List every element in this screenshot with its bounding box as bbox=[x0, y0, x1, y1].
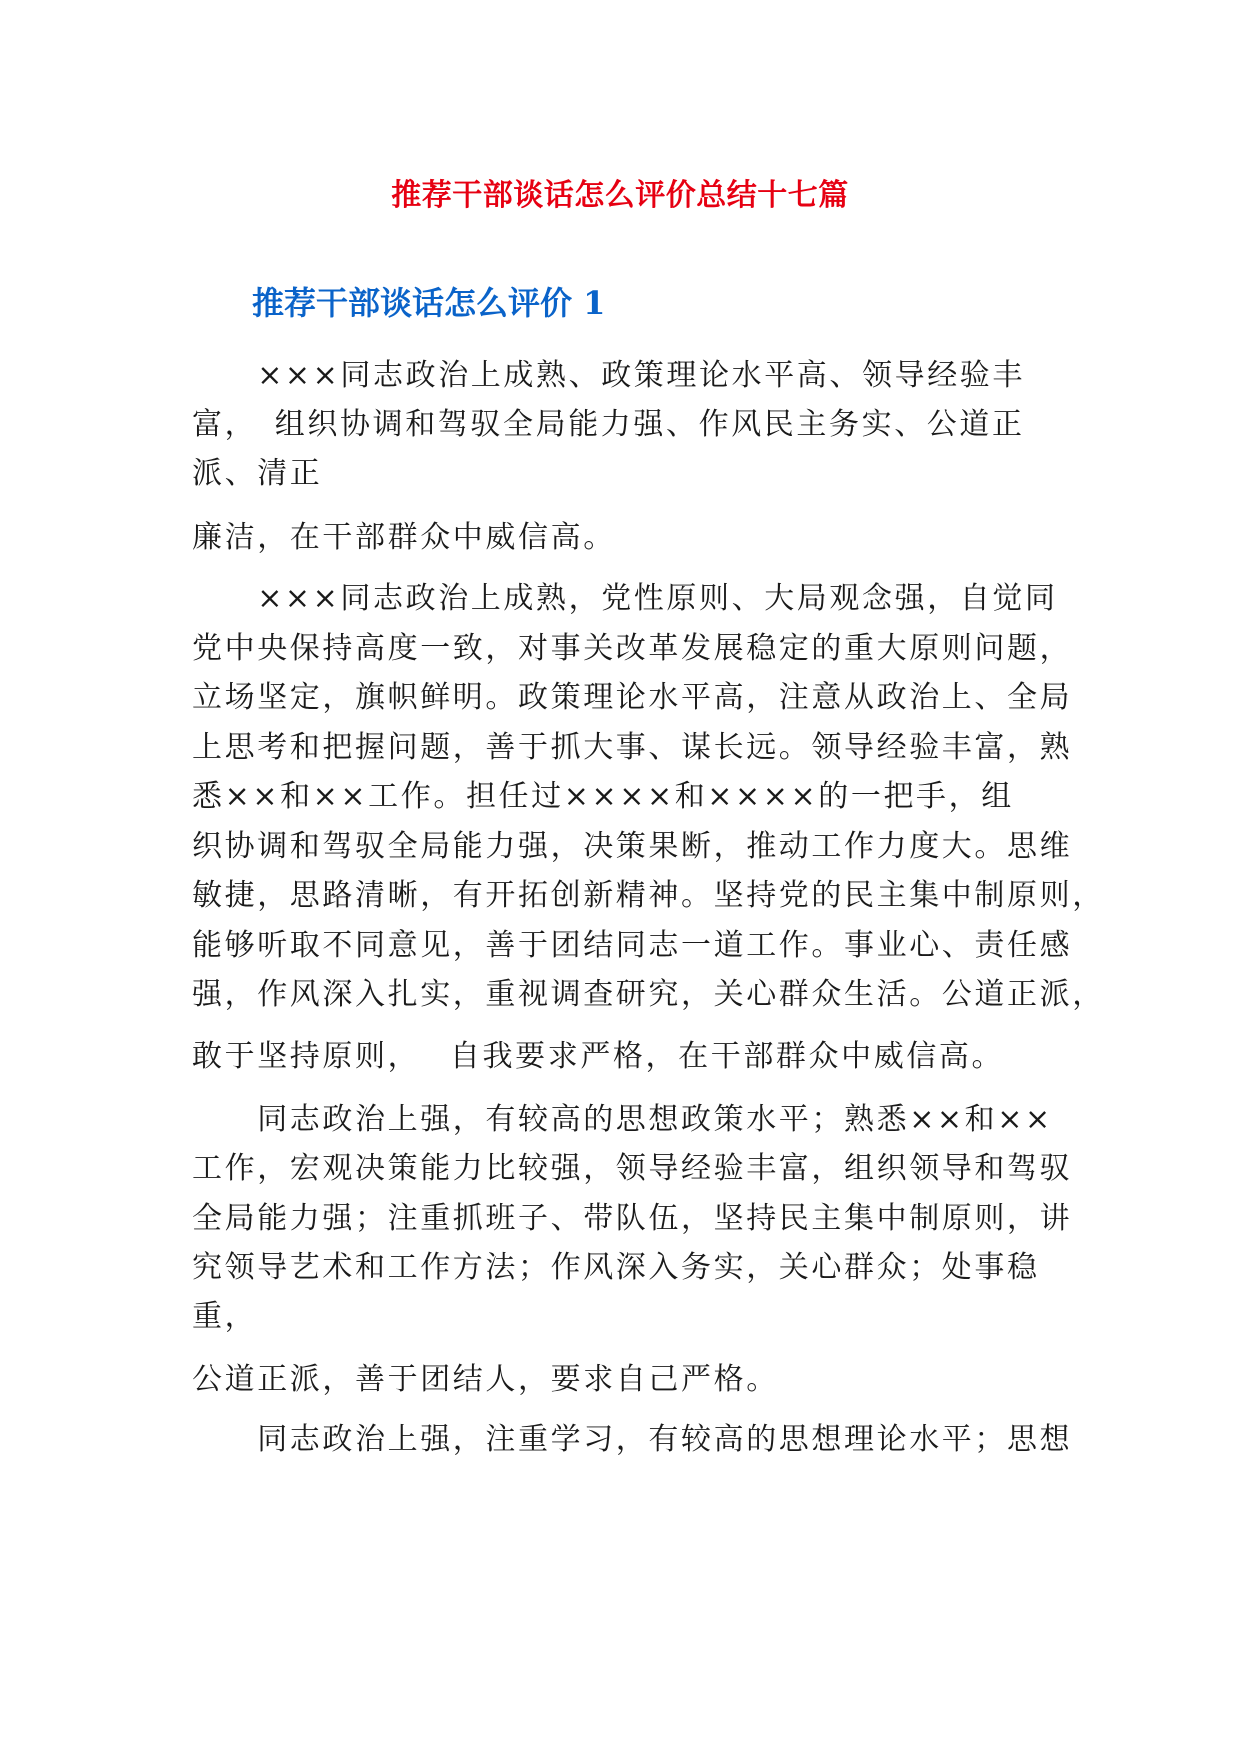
paragraph-line: 工作，宏观决策能力比较强，领导经验丰富，组织领导和驾驭 bbox=[192, 1151, 1073, 1186]
paragraph-line: 同志政治上强，注重学习，有较高的思想理论水平；思想 bbox=[192, 1422, 1073, 1457]
paragraph-line: 党中央保持高度一致，对事关改革发展稳定的重大原则问题， bbox=[192, 631, 1073, 666]
paragraph-line: 上思考和把握问题，善于抓大事、谋长远。领导经验丰富，熟 bbox=[192, 730, 1073, 765]
paragraph-line: 同志政治上强，有较高的思想政策水平；熟悉××和×× bbox=[192, 1102, 1053, 1137]
paragraph-line: 敢于坚持原则， 自我要求严格，在干部群众中威信高。 bbox=[192, 1039, 1005, 1074]
paragraph-line: 究领导艺术和工作方法；作风深入务实，关心群众；处事稳 bbox=[192, 1250, 1040, 1285]
paragraph-line: 敏捷，思路清晰，有开拓创新精神。坚持党的民主集中制原则， bbox=[192, 878, 1105, 913]
paragraph-line: 悉××和××工作。担任过××××和××××的一把手，组 bbox=[192, 779, 1014, 814]
paragraph-line: 公道正派，善于团结人，要求自己严格。 bbox=[192, 1362, 779, 1397]
document-title: 推荐干部谈话怎么评价总结十七篇 bbox=[391, 178, 849, 213]
paragraph-line: 强，作风深入扎实，重视调查研究，关心群众生活。公道正派， bbox=[192, 977, 1105, 1012]
paragraph-line: ×××同志政治上成熟，党性原则、大局观念强，自觉同 bbox=[192, 581, 1058, 616]
paragraph-line: 富， 组织协调和驾驭全局能力强、作风民主务实、公道正 bbox=[192, 407, 1025, 442]
paragraph-line: 廉洁，在干部群众中威信高。 bbox=[192, 520, 616, 555]
paragraph-line: 织协调和驾驭全局能力强，决策果断，推动工作力度大。思维 bbox=[192, 829, 1073, 864]
paragraph-line: 能够听取不同意见，善于团结同志一道工作。事业心、责任感 bbox=[192, 928, 1073, 963]
section-heading: 推荐干部谈话怎么评价 1 bbox=[252, 284, 606, 322]
paragraph-line: 全局能力强；注重抓班子、带队伍，坚持民主集中制原则，讲 bbox=[192, 1201, 1073, 1236]
paragraph-line: ×××同志政治上成熟、政策理论水平高、领导经验丰 bbox=[192, 358, 1026, 393]
paragraph-line: 派、清正 bbox=[192, 456, 323, 491]
paragraph-line: 立场坚定，旗帜鲜明。政策理论水平高，注意从政治上、全局 bbox=[192, 680, 1073, 715]
paragraph-line: 重， bbox=[192, 1299, 258, 1334]
